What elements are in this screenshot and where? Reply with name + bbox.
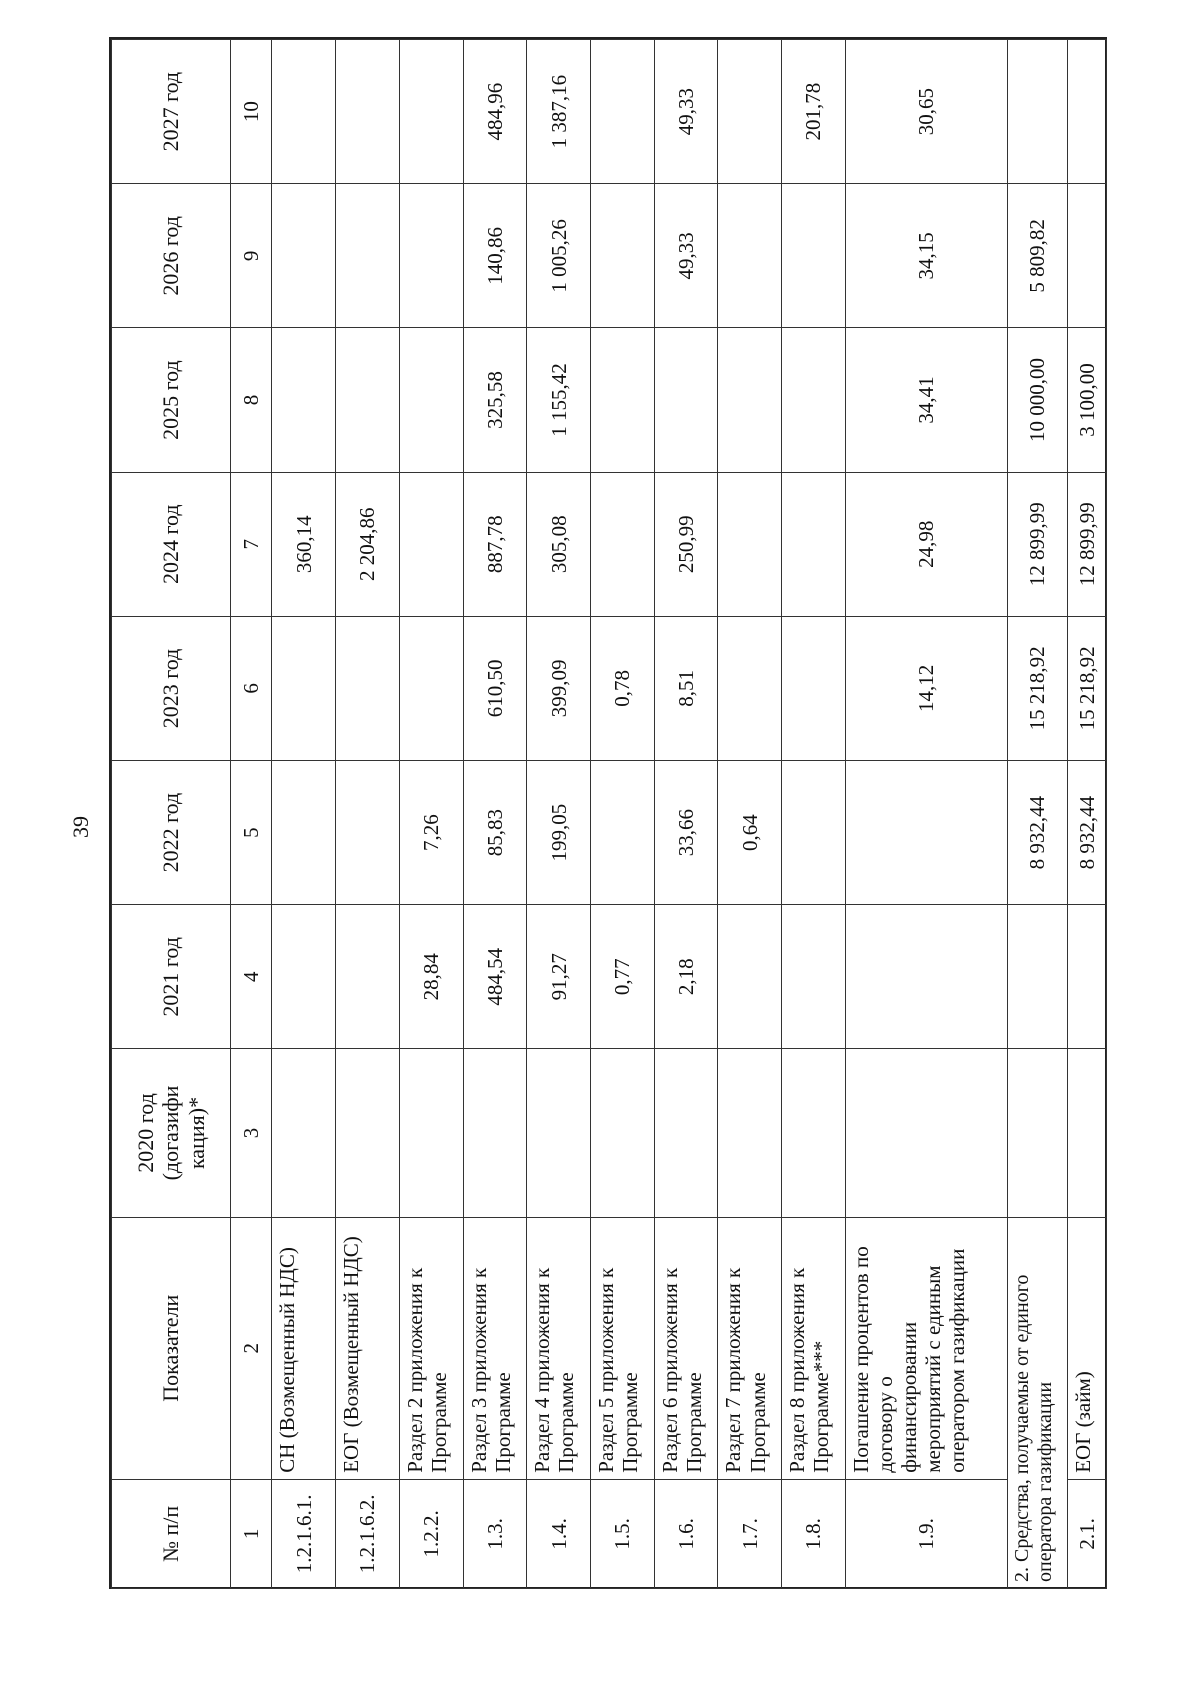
value-cell bbox=[399, 616, 463, 760]
value-cell bbox=[272, 40, 336, 184]
value-cell bbox=[336, 1049, 400, 1217]
header-cell: 2025 год bbox=[112, 328, 231, 472]
header-row bbox=[112, 40, 231, 1589]
section-label-cell: 2. Средства, получаемые от единого оператора газификации bbox=[1008, 1217, 1068, 1588]
value-cell bbox=[399, 328, 463, 472]
table-row bbox=[399, 40, 463, 1589]
column-number-cell: 6 bbox=[231, 616, 272, 760]
value-cell: 3 100,00 bbox=[1067, 328, 1106, 472]
value-cell bbox=[782, 184, 846, 328]
row-number-cell: 1.6. bbox=[654, 1479, 718, 1588]
header-cell: 2024 год bbox=[112, 472, 231, 616]
header-cell: 2023 год bbox=[112, 616, 231, 760]
header-cell: 2021 год bbox=[112, 905, 231, 1049]
value-cell bbox=[336, 40, 400, 184]
value-cell bbox=[718, 616, 782, 760]
column-number-cell: 7 bbox=[231, 472, 272, 616]
value-cell bbox=[399, 472, 463, 616]
value-cell bbox=[399, 184, 463, 328]
section-row bbox=[1008, 40, 1068, 1589]
value-cell: 15 218,92 bbox=[1008, 616, 1068, 760]
row-label-cell: Раздел 5 приложения к Программе bbox=[590, 1217, 654, 1479]
value-cell bbox=[590, 472, 654, 616]
value-cell bbox=[272, 761, 336, 905]
table-row bbox=[654, 40, 718, 1589]
table-row bbox=[590, 40, 654, 1589]
value-cell bbox=[463, 1049, 527, 1217]
column-number-row bbox=[231, 40, 272, 1589]
row-number-cell: 1.9. bbox=[845, 1479, 1007, 1588]
value-cell: 201,78 bbox=[782, 40, 846, 184]
row-number-cell: 1.2.1.6.2. bbox=[336, 1479, 400, 1588]
value-cell: 30,65 bbox=[845, 40, 1007, 184]
value-cell: 610,50 bbox=[463, 616, 527, 760]
table-container bbox=[109, 37, 1107, 1589]
value-cell: 140,86 bbox=[463, 184, 527, 328]
value-cell bbox=[1008, 905, 1068, 1049]
value-cell bbox=[718, 472, 782, 616]
table-row bbox=[527, 40, 591, 1589]
table-row bbox=[718, 40, 782, 1589]
value-cell bbox=[272, 184, 336, 328]
value-cell bbox=[1008, 40, 1068, 184]
value-cell bbox=[718, 40, 782, 184]
value-cell bbox=[718, 184, 782, 328]
value-cell: 91,27 bbox=[527, 905, 591, 1049]
value-cell: 8,51 bbox=[654, 616, 718, 760]
value-cell bbox=[590, 184, 654, 328]
value-cell bbox=[845, 761, 1007, 905]
value-cell bbox=[336, 328, 400, 472]
value-cell: 250,99 bbox=[654, 472, 718, 616]
row-number-cell: 1.3. bbox=[463, 1479, 527, 1588]
column-number-cell: 10 bbox=[231, 40, 272, 184]
value-cell: 28,84 bbox=[399, 905, 463, 1049]
value-cell bbox=[336, 905, 400, 1049]
column-number-cell: 2 bbox=[231, 1217, 272, 1479]
column-number-cell: 3 bbox=[231, 1049, 272, 1217]
header-cell: Показатели bbox=[112, 1217, 231, 1479]
financing-table bbox=[111, 39, 1107, 1589]
value-cell: 49,33 bbox=[654, 184, 718, 328]
value-cell bbox=[782, 761, 846, 905]
header-cell: № п/п bbox=[112, 1479, 231, 1588]
row-label-cell: ЕОГ (Возмещенный НДС) bbox=[336, 1217, 400, 1479]
column-number-cell: 8 bbox=[231, 328, 272, 472]
table-row bbox=[845, 40, 1007, 1589]
value-cell bbox=[590, 40, 654, 184]
value-cell: 399,09 bbox=[527, 616, 591, 760]
value-cell bbox=[1067, 40, 1106, 184]
value-cell: 0,64 bbox=[718, 761, 782, 905]
table-row bbox=[463, 40, 527, 1589]
value-cell: 5 809,82 bbox=[1008, 184, 1068, 328]
value-cell: 14,12 bbox=[845, 616, 1007, 760]
value-cell: 49,33 bbox=[654, 40, 718, 184]
value-cell: 12 899,99 bbox=[1008, 472, 1068, 616]
row-label-cell: Погашение процентов по договору о финансировании мероприятий с единым оператором газификации bbox=[845, 1217, 1007, 1479]
column-number-cell: 9 bbox=[231, 184, 272, 328]
value-cell: 33,66 bbox=[654, 761, 718, 905]
value-cell: 887,78 bbox=[463, 472, 527, 616]
row-label-cell: СН (Возмещенный НДС) bbox=[272, 1217, 336, 1479]
value-cell: 8 932,44 bbox=[1008, 761, 1068, 905]
value-cell: 85,83 bbox=[463, 761, 527, 905]
value-cell bbox=[336, 761, 400, 905]
value-cell: 360,14 bbox=[272, 472, 336, 616]
value-cell: 0,78 bbox=[590, 616, 654, 760]
row-label-cell: Раздел 4 приложения к Программе bbox=[527, 1217, 591, 1479]
value-cell: 7,26 bbox=[399, 761, 463, 905]
value-cell bbox=[272, 1049, 336, 1217]
column-number-cell: 4 bbox=[231, 905, 272, 1049]
value-cell bbox=[590, 1049, 654, 1217]
value-cell: 1 155,42 bbox=[527, 328, 591, 472]
value-cell bbox=[399, 1049, 463, 1217]
value-cell: 199,05 bbox=[527, 761, 591, 905]
value-cell: 34,15 bbox=[845, 184, 1007, 328]
value-cell bbox=[782, 328, 846, 472]
value-cell bbox=[272, 905, 336, 1049]
value-cell bbox=[718, 1049, 782, 1217]
header-cell: 2027 год bbox=[112, 40, 231, 184]
value-cell bbox=[654, 328, 718, 472]
value-cell bbox=[1067, 184, 1106, 328]
value-cell bbox=[590, 328, 654, 472]
value-cell: 2 204,86 bbox=[336, 472, 400, 616]
value-cell: 24,98 bbox=[845, 472, 1007, 616]
row-number-cell: 1.5. bbox=[590, 1479, 654, 1588]
value-cell bbox=[718, 905, 782, 1049]
row-number-cell: 1.2.2. bbox=[399, 1479, 463, 1588]
value-cell: 1 387,16 bbox=[527, 40, 591, 184]
value-cell: 12 899,99 bbox=[1067, 472, 1106, 616]
value-cell: 10 000,00 bbox=[1008, 328, 1068, 472]
value-cell bbox=[272, 616, 336, 760]
value-cell bbox=[590, 761, 654, 905]
table-row bbox=[782, 40, 846, 1589]
row-label-cell: Раздел 3 приложения к Программе bbox=[463, 1217, 527, 1479]
value-cell: 325,58 bbox=[463, 328, 527, 472]
header-cell: 2020 год (догазифи кация)* bbox=[112, 1049, 231, 1217]
value-cell bbox=[782, 472, 846, 616]
header-cell: 2026 год bbox=[112, 184, 231, 328]
row-label-cell: Раздел 7 приложения к Программе bbox=[718, 1217, 782, 1479]
value-cell bbox=[845, 1049, 1007, 1217]
value-cell bbox=[845, 905, 1007, 1049]
value-cell bbox=[1008, 1049, 1068, 1217]
value-cell: 484,54 bbox=[463, 905, 527, 1049]
value-cell bbox=[336, 616, 400, 760]
value-cell: 484,96 bbox=[463, 40, 527, 184]
table-row bbox=[272, 40, 336, 1589]
row-number-cell: 1.7. bbox=[718, 1479, 782, 1588]
page-number: 39 bbox=[68, 816, 93, 838]
header-cell: 2022 год bbox=[112, 761, 231, 905]
row-number-cell: 1.8. bbox=[782, 1479, 846, 1588]
value-cell bbox=[272, 328, 336, 472]
value-cell bbox=[782, 905, 846, 1049]
value-cell bbox=[1067, 905, 1106, 1049]
value-cell: 0,77 bbox=[590, 905, 654, 1049]
value-cell: 15 218,92 bbox=[1067, 616, 1106, 760]
value-cell: 305,08 bbox=[527, 472, 591, 616]
value-cell: 1 005,26 bbox=[527, 184, 591, 328]
column-number-cell: 5 bbox=[231, 761, 272, 905]
value-cell bbox=[527, 1049, 591, 1217]
value-cell bbox=[1067, 1049, 1106, 1217]
column-number-cell: 1 bbox=[231, 1479, 272, 1588]
value-cell bbox=[718, 328, 782, 472]
row-number-cell: 1.4. bbox=[527, 1479, 591, 1588]
value-cell bbox=[782, 1049, 846, 1217]
value-cell: 2,18 bbox=[654, 905, 718, 1049]
value-cell bbox=[336, 184, 400, 328]
rotated-table-frame bbox=[111, 39, 1107, 1589]
row-label-cell: ЕОГ (займ) bbox=[1067, 1217, 1106, 1479]
value-cell bbox=[654, 1049, 718, 1217]
value-cell: 34,41 bbox=[845, 328, 1007, 472]
table-row bbox=[336, 40, 400, 1589]
value-cell: 8 932,44 bbox=[1067, 761, 1106, 905]
value-cell bbox=[399, 40, 463, 184]
row-label-cell: Раздел 8 приложения к Программе*** bbox=[782, 1217, 846, 1479]
value-cell bbox=[782, 616, 846, 760]
table-row bbox=[1067, 40, 1106, 1589]
row-label-cell: Раздел 6 приложения к Программе bbox=[654, 1217, 718, 1479]
row-number-cell: 1.2.1.6.1. bbox=[272, 1479, 336, 1588]
row-label-cell: Раздел 2 приложения к Программе bbox=[399, 1217, 463, 1479]
row-number-cell: 2.1. bbox=[1067, 1479, 1106, 1588]
